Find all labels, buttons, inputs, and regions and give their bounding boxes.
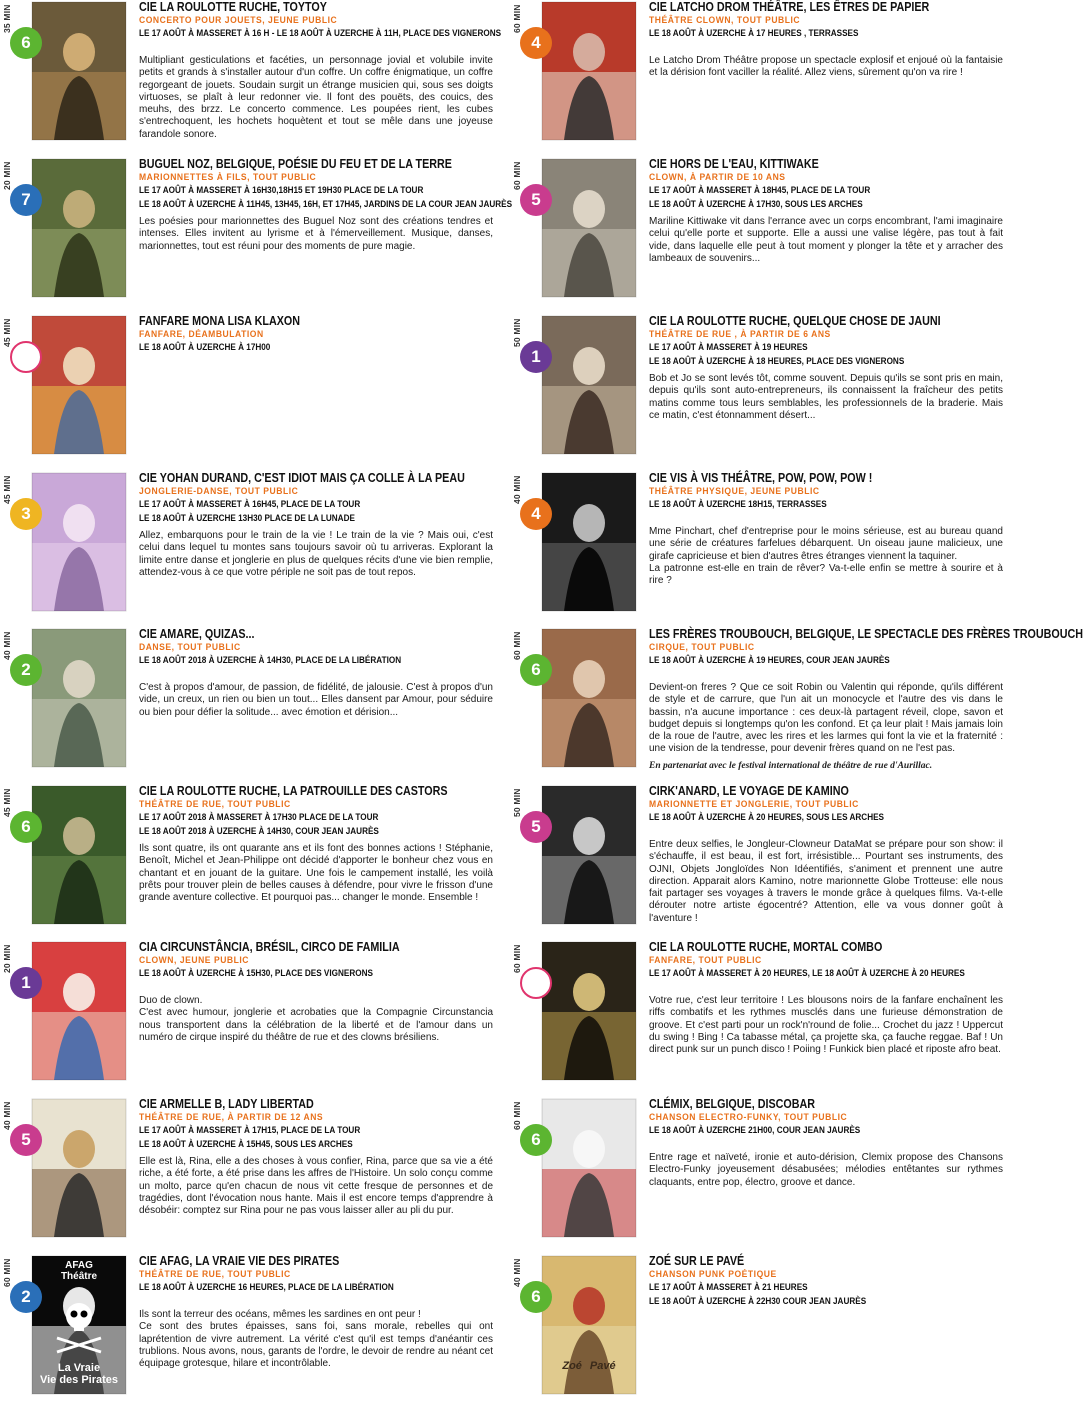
show-description: Entre rage et naïveté, ironie et auto-dérision, Clemix propose des Chansons Electro-Funky joyeusement désabusées; mélodies entêtantes sur rythmes claquants, entre pop, électro, groove et dance.: [649, 1152, 1003, 1188]
show-entry: [0, 471, 493, 621]
show-schedule: LE 17 AOÛT À MASSERET À 17H15, PLACE DE LA TOUR: [139, 1125, 361, 1136]
show-text: [139, 940, 493, 1044]
show-title: CIE AFAG, LA VRAIE VIE DES PIRATES: [139, 1254, 340, 1268]
show-photo: [32, 2, 126, 140]
bass-drum-photo: [32, 316, 126, 454]
poster-line: Pavé: [589, 1360, 616, 1372]
show-genre: THÉÂTRE PHYSIQUE, JEUNE PUBLIC: [649, 486, 820, 497]
show-genre: CONCERTO POUR JOUETS, JEUNE PUBLIC: [139, 15, 338, 26]
newspaper-photo: [542, 786, 636, 924]
duration-label: 20 MIN: [2, 944, 12, 974]
show-schedule: LE 18 AOÛT 2018 À UZERCHE À 14H30, PLACE DE LA LIBÉRATION: [139, 655, 402, 666]
poster-line: Vie des Pirates: [39, 1374, 119, 1386]
poster-line: AFAG: [65, 1260, 93, 1271]
show-title: CIE LA ROULOTTE RUCHE, TOYTOY: [139, 0, 327, 14]
show-schedule: LE 18 AOÛT À UZERCHE 21H00, COUR JEAN JAURÈS: [649, 1125, 861, 1136]
brass-band-photo: [542, 942, 636, 1080]
venue-badge: 1: [10, 967, 42, 999]
duration-label: 60 MIN: [512, 161, 522, 191]
show-text: [139, 784, 493, 904]
show-schedule: LE 18 AOÛT À UZERCHE À 17H00: [139, 342, 271, 353]
show-description: Duo de clown. C'est avec humour, jonglerie et acrobaties que la Compagnie Circunstancia nous transportent dans la célébration de la liberté et de l'amour dans un numéro de cirque inspiré du théâtre de rue et des clowns brésiliens.: [139, 995, 493, 1043]
show-schedule: LE 17 AOÛT À MASSERET À 16H45, PLACE DE LA TOUR: [139, 499, 361, 510]
poster-line: Théâtre: [60, 1271, 98, 1282]
show-genre: CHANSON ELECTRO-FUNKY, TOUT PUBLIC: [649, 1112, 848, 1123]
show-schedule: LE 18 AOÛT À UZERCHE À 22H30 COUR JEAN JAURÈS: [649, 1296, 867, 1307]
show-genre: THÉÂTRE DE RUE, TOUT PUBLIC: [139, 1269, 291, 1280]
show-photo: [542, 1256, 636, 1394]
show-title: CIE VIS À VIS THÉÂTRE, POW, POW, POW !: [649, 471, 873, 485]
show-photo: [542, 316, 636, 454]
show-description: Allez, embarquons pour le train de la vie ! Le train de la vie ? Mais oui, c'est celui dans lequel tu montes sans toujours savoir où tu arriveras. Explorant la limite entre danse et jonglerie en plus de quelques récits d'une vie bien remplie, attendez-vous à ce que votre périple ne soit pas de tout repos.: [139, 530, 493, 578]
show-schedule: LE 17 AOÛT À MASSERET À 18H45, PLACE DE LA TOUR: [649, 185, 871, 196]
show-entry: [510, 627, 1083, 777]
show-schedule: LE 17 AOÛT À MASSERET À 19 HEURES: [649, 342, 808, 353]
duration-label: 45 MIN: [2, 318, 12, 348]
puppet-photo: [32, 159, 126, 297]
road-photo: [542, 159, 636, 297]
show-photo: [32, 942, 126, 1080]
venue-badge: [520, 967, 552, 999]
show-entry: [510, 314, 1003, 464]
show-text: [649, 784, 1003, 925]
show-entry: [0, 627, 493, 777]
show-text: [139, 314, 493, 355]
show-schedule: LE 17 AOÛT À MASSERET À 20 HEURES, LE 18 AOÛT À UZERCHE À 20 HEURES: [649, 968, 965, 979]
show-text: [139, 0, 502, 141]
show-title: CIE LATCHO DROM THÉÂTRE, LES ÊTRES DE PAPIER: [649, 0, 930, 14]
show-text: [649, 471, 1003, 587]
show-genre: DANSE, TOUT PUBLIC: [139, 642, 241, 653]
show-title: CIE HORS DE L'EAU, KITTIWAKE: [649, 157, 819, 171]
show-photo: [542, 1099, 636, 1237]
show-schedule: LE 18 AOÛT À UZERCHE À 20 HEURES, SOUS LES ARCHES: [649, 812, 885, 823]
venue-badge: 6: [10, 811, 42, 843]
show-title: CLÉMIX, BELGIQUE, DISCOBAR: [649, 1097, 816, 1111]
show-title: CIRK'ANARD, LE VOYAGE DE KAMINO: [649, 784, 849, 798]
show-photo: [542, 629, 636, 767]
show-description: Entre deux selfies, le Jongleur-Clowneur DataMat se prépare pour son show: il s'échauffe, il est beau, il est fort, irrésistible... Pourtant ses instruments, des OJNI, Objets Jongloïdes Non Idéentifiés, s'animent et prennent une autre direction. Apparait alors Kamino, notre marionnette Globe Trotteuse: elle nous fait partager ses voyages à travers le monde grâce à quelques films. Va-t-elle dérouter notre artiste égocentré? Attention, elle va vous donner goût à l'aventure !: [649, 839, 1003, 924]
wheel-photo: [542, 629, 636, 767]
street-photo: [542, 316, 636, 454]
show-genre: THÉÂTRE DE RUE, À PARTIR DE 12 ANS: [139, 1112, 324, 1123]
show-schedule: LE 17 AOÛT À MASSERET À 21 HEURES: [649, 1282, 808, 1293]
venue-badge: 5: [520, 811, 552, 843]
venue-badge: 2: [10, 654, 42, 686]
show-genre: MARIONNETTES À FILS, TOUT PUBLIC: [139, 172, 317, 183]
show-description: Devient-on freres ? Que ce soit Robin ou Valentin qui réponde, qu'ils différent de style et de carrure, que l'un ait un monocycle et l'autre des vis dans le bassin, n'a aucune importance : ces deux-là partagent réveil, clope, savon et budget depuis si longtemps qu'on les confond. Et ça leur plait ! Mais jamais loin de la roue de l'autre, avec les rires et les larmes qui font la vie et la fraternité : une vision de la tendresse, pour devenir frères quand on ne l'est pas.: [649, 682, 1003, 755]
show-description: C'est à propos d'amour, de passion, de fidélité, de jalousie. C'est à propos d'un vide, un creux, un rien ou bien un tout... Elles dansent par Amour, pour séduire ou bien pour défier la solitude... avec émotion et dérision...: [139, 682, 493, 718]
venue-badge: 4: [520, 27, 552, 59]
show-entry: [0, 1254, 493, 1404]
show-text: [139, 1254, 493, 1370]
show-genre: CHANSON PUNK POÉTIQUE: [649, 1269, 777, 1280]
show-description: Mariline Kittiwake vit dans l'errance avec un corps encombrant, l'ami imaginaire celui qu'elle porte et supporte. Elle a aussi une valise légère, pas tout à fait vide, dans laquelle elle peut à tout moment y plonger la tête et y arracher des lambeaux de souvenirs...: [649, 216, 1003, 264]
show-photo: [542, 2, 636, 140]
show-entry: [0, 314, 490, 464]
venue-badge: 6: [520, 1281, 552, 1313]
duration-label: 50 MIN: [512, 318, 522, 348]
show-title: CIE LA ROULOTTE RUCHE, QUELQUE CHOSE DE JAUNI: [649, 314, 941, 328]
show-text: [649, 314, 1003, 422]
show-description: Ils sont quatre, ils ont quarante ans et ils font des bonnes actions ! Stéphanie, Benoît, Michel et Jean-Philippe ont décidé d'apporter le bonheur chez vous en chantant et en jouant de la guitare. Une fois le campement installé, les voilà prêts pour trouver plein de belles causes à défendre, pour vivre le frisson d'une grande aventure collective. Et pourquoi pas... changer le monde. Ensemble !: [139, 843, 493, 904]
duration-label: 60 MIN: [512, 944, 522, 974]
show-title: FANFARE MONA LISA KLAXON: [139, 314, 301, 328]
lady-poster-photo: [32, 1099, 126, 1237]
show-description: Mme Pinchart, chef d'entreprise pour le moins sérieuse, est au bureau quand une série de créatures farfelues débarquent. Un oiseau jaune malicieux, une girafe capricieuse et bien d'autres êtres étranges viennent la taquiner. La patronne est-elle en train de rêver? Va-t-elle enfin se mettre à sourire et à rire ?: [649, 526, 1003, 587]
show-schedule: LE 18 AOÛT À UZERCHE À 17H30, SOUS LES ARCHES: [649, 199, 863, 210]
venue-badge: 6: [520, 1124, 552, 1156]
show-text: [649, 0, 1003, 80]
show-genre: THÉÂTRE CLOWN, TOUT PUBLIC: [649, 15, 801, 26]
show-title: BUGUEL NOZ, BELGIQUE, POÉSIE DU FEU ET DE LA TERRE: [139, 157, 452, 171]
venue-badge: 4: [520, 498, 552, 530]
poster-text: [542, 1356, 636, 1374]
venue-badge: 6: [10, 27, 42, 59]
duration-label: 45 MIN: [2, 788, 12, 818]
show-schedule: LE 18 AOÛT À UZERCHE À 15H30, PLACE DES VIGNERONS: [139, 968, 373, 979]
show-entry: [510, 1097, 1003, 1247]
dancer-photo: [32, 473, 126, 611]
venue-badge: 6: [520, 654, 552, 686]
show-text: [649, 940, 1003, 1056]
show-genre: JONGLERIE-DANSE, TOUT PUBLIC: [139, 486, 299, 497]
show-entry: [0, 940, 493, 1090]
show-photo: [542, 786, 636, 924]
duration-label: 35 MIN: [2, 4, 12, 34]
show-title: LES FRÈRES TROUBOUCH, BELGIQUE, LE SPECTACLE DES FRÈRES TROUBOUCH: [649, 627, 1083, 641]
duration-label: 45 MIN: [2, 475, 12, 505]
show-genre: FANFARE, TOUT PUBLIC: [649, 955, 762, 966]
show-genre: CIRQUE, TOUT PUBLIC: [649, 642, 755, 653]
show-title: CIA CIRCUNSTÂNCIA, BRÉSIL, CIRCO DE FAMILIA: [139, 940, 400, 954]
duration-label: 60 MIN: [512, 1101, 522, 1131]
venue-badge: 3: [10, 498, 42, 530]
show-entry: [510, 784, 1003, 934]
show-genre: THÉÂTRE DE RUE , À PARTIR DE 6 ANS: [649, 329, 831, 340]
show-entry: [510, 157, 1003, 307]
show-genre: FANFARE, DÉAMBULATION: [139, 329, 264, 340]
duration-label: 40 MIN: [512, 475, 522, 505]
show-title: CIE LA ROULOTTE RUCHE, LA PATROUILLE DES CASTORS: [139, 784, 448, 798]
show-entry: [510, 1254, 1000, 1404]
poster-line: Zoé: [562, 1360, 582, 1372]
castors-photo: [32, 786, 126, 924]
show-title: CIE YOHAN DURAND, C'EST IDIOT MAIS ÇA COLLE À LA PEAU: [139, 471, 465, 485]
dancers-caravan-photo: [32, 629, 126, 767]
clowns-photo: [32, 942, 126, 1080]
show-photo: [32, 473, 126, 611]
show-description: Le Latcho Drom Théâtre propose un spectacle explosif et enjoué où la fantaisie et la dérision font vaciller la réalité. Allez viens, sûrement qu'on va rire !: [649, 55, 1003, 79]
show-entry: [510, 0, 1003, 150]
venue-badge: [10, 341, 42, 373]
show-title: ZOÉ SUR LE PAVÉ: [649, 1254, 745, 1268]
duration-label: 60 MIN: [512, 4, 522, 34]
show-entry: [0, 157, 513, 307]
suitcase-photo: [542, 473, 636, 611]
show-photo: [542, 942, 636, 1080]
venue-badge: 2: [10, 1281, 42, 1313]
show-schedule: LE 17 AOÛT 2018 À MASSERET À 17H30 PLACE DE LA TOUR: [139, 812, 379, 823]
musicians-photo: [32, 2, 126, 140]
show-photo: [32, 1099, 126, 1237]
show-title: CIE LA ROULOTTE RUCHE, MORTAL COMBO: [649, 940, 883, 954]
show-schedule: LE 18 AOÛT 2018 À UZERCHE À 14H30, COUR JEAN JAURÈS: [139, 826, 379, 837]
show-text: [139, 627, 493, 719]
partner-note: En partenariat avec le festival international de théâtre de rue d'Aurillac.: [649, 760, 933, 771]
venue-badge: 1: [520, 341, 552, 373]
singer-photo: [542, 1099, 636, 1237]
show-schedule: LE 18 AOÛT À UZERCHE À 17 HEURES , TERRASSES: [649, 28, 859, 39]
venue-badge: 5: [10, 1124, 42, 1156]
show-title: CIE AMARE, QUIZAS...: [139, 627, 255, 641]
duration-label: 40 MIN: [2, 631, 12, 661]
show-schedule: LE 18 AOÛT À UZERCHE 18H15, TERRASSES: [649, 499, 827, 510]
show-description: Elle est là, Rina, elle a des choses à vous confier, Rina, parce que sa vie a été riche, a été forte, a été prise dans les affres de l'Histoire. Un solo conçu comme un molto, parce qu'en chacun de nous vit cette fresque de personnes et de tragédies, dont l'évocation nous hante. Mais il est encore temps d'apprendre à désobéir: comptez sur Rina pour ne pas vous laisser aller au pli du pur.: [139, 1156, 493, 1217]
show-genre: THÉÂTRE DE RUE, TOUT PUBLIC: [139, 799, 291, 810]
show-photo: [32, 629, 126, 767]
show-photo: [32, 1256, 126, 1394]
duration-label: 60 MIN: [512, 631, 522, 661]
show-text: [139, 1097, 493, 1217]
poster-line: La Vraie: [57, 1362, 101, 1374]
show-description: Bob et Jo se sont levés tôt, comme souvent. Depuis qu'ils se sont pris en main, depuis qu'ils sont auto-entrepreneurs, ils connaissent la fraîcheur des petits matins comme tous leurs semblables, les professionnels de la braderie. Mais ce matin, c'est étonnamment désert...: [649, 373, 1003, 421]
show-description: Multipliant gesticulations et facéties, un personnage jovial et volubile invite petits et grands à s'installer autour d'un coffre. Un coffre énigmatique, un coffre regorgeant de jouets. Soudain surgit un étrange musicien qui, sous ses doigts virtuoses, se plaît à leur redonner vie. Il font des pouëts, des couics, des meuhs, des brzz. Le concerto commence. Les poupées rient, les cubes s'entrechoquent, les hochets hoquètent et tout se mêle dans une joyeuse farandole sonore.: [139, 55, 493, 140]
show-schedule: LE 17 AOÛT À MASSERET À 16 H - LE 18 AOÛT À UZERCHE À 11H, PLACE DES VIGNERONS: [139, 28, 502, 39]
show-genre: CLOWN, À PARTIR DE 10 ANS: [649, 172, 786, 183]
show-title: CIE ARMELLE B, LADY LIBERTAD: [139, 1097, 314, 1111]
show-schedule: LE 18 AOÛT À UZERCHE À 18 HEURES, PLACE DES VIGNERONS: [649, 356, 905, 367]
show-description: Ils sont la terreur des océans, mêmes les sardines en ont peur ! Ce sont des brutes épaisses, sans foi, sans morale, rebelles qui ont laprétention de vivre autrement. La vérité c'est qu'il est temps d'anéantir ces trublions. Nous avons, nous, garants de l'ordre, le devoir de rendre au néant cet équipage grotesque, hilare et incontrôlable.: [139, 1309, 493, 1370]
show-entry: [0, 784, 493, 934]
show-photo: [542, 473, 636, 611]
duration-label: 50 MIN: [512, 788, 522, 818]
duration-label: 20 MIN: [2, 161, 12, 191]
show-entry: [510, 471, 1003, 621]
show-schedule: LE 18 AOÛT À UZERCHE 16 HEURES, PLACE DE LA LIBÉRATION: [139, 1282, 394, 1293]
show-text: [139, 471, 493, 579]
show-text: [649, 157, 1003, 265]
show-description: Les poésies pour marionnettes des Buguel Noz sont des créations tendres et intenses. Elles invitent au lyrisme et à l'émerveillement. Musique, danses, marionnettes, tout est réuni pour des moments de pure magie.: [139, 216, 493, 252]
show-schedule: LE 18 AOÛT À UZERCHE À 15H45, SOUS LES ARCHES: [139, 1139, 353, 1150]
show-text: [649, 1097, 1003, 1189]
show-text: [139, 157, 513, 253]
show-entry: [0, 0, 502, 150]
show-genre: CLOWN, JEUNE PUBLIC: [139, 955, 250, 966]
show-schedule: LE 18 AOÛT À UZERCHE 13H30 PLACE DE LA LUNADE: [139, 513, 355, 524]
poster-text: [32, 1260, 126, 1394]
show-schedule: LE 18 AOÛT À UZERCHE À 11H45, 13H45, 16H, ET 17H45, JARDINS DE LA COUR JEAN JAURÈS: [139, 199, 513, 210]
show-photo: [542, 159, 636, 297]
show-schedule: LE 17 AOÛT À MASSERET À 16H30,18H15 ET 19H30 PLACE DE LA TOUR: [139, 185, 424, 196]
venue-badge: 5: [520, 184, 552, 216]
show-text: [649, 1254, 1003, 1309]
show-entry: [510, 940, 1003, 1090]
show-photo: [32, 786, 126, 924]
show-description: Votre rue, c'est leur territoire ! Les blousons noirs de la fanfare enchaînent les riffs combatifs et les rythmes musclés dans une furieuse démonstration de groove. Et c'est parti pour un rock'n'round de folie... Crochet du jazz ! Uppercut du swing ! Bing ! Ca tabasse métal, ça projette ska, ça fauche reggae. Baf ! Un direct punk sur un punch disco ! Poiing ! Funkick bien placé et riposte afro beat.: [649, 995, 1003, 1056]
show-photo: [32, 159, 126, 297]
show-entry: [0, 1097, 493, 1247]
show-genre: MARIONNETTE ET JONGLERIE, TOUT PUBLIC: [649, 799, 859, 810]
duration-label: 40 MIN: [2, 1101, 12, 1131]
show-text: [649, 627, 1083, 771]
show-photo: [32, 316, 126, 454]
venue-badge: 7: [10, 184, 42, 216]
duration-label: 60 MIN: [2, 1258, 12, 1288]
paper-faces-photo: [542, 2, 636, 140]
duration-label: 40 MIN: [512, 1258, 522, 1288]
show-schedule: LE 18 AOÛT À UZERCHE À 19 HEURES, COUR JEAN JAURÈS: [649, 655, 890, 666]
